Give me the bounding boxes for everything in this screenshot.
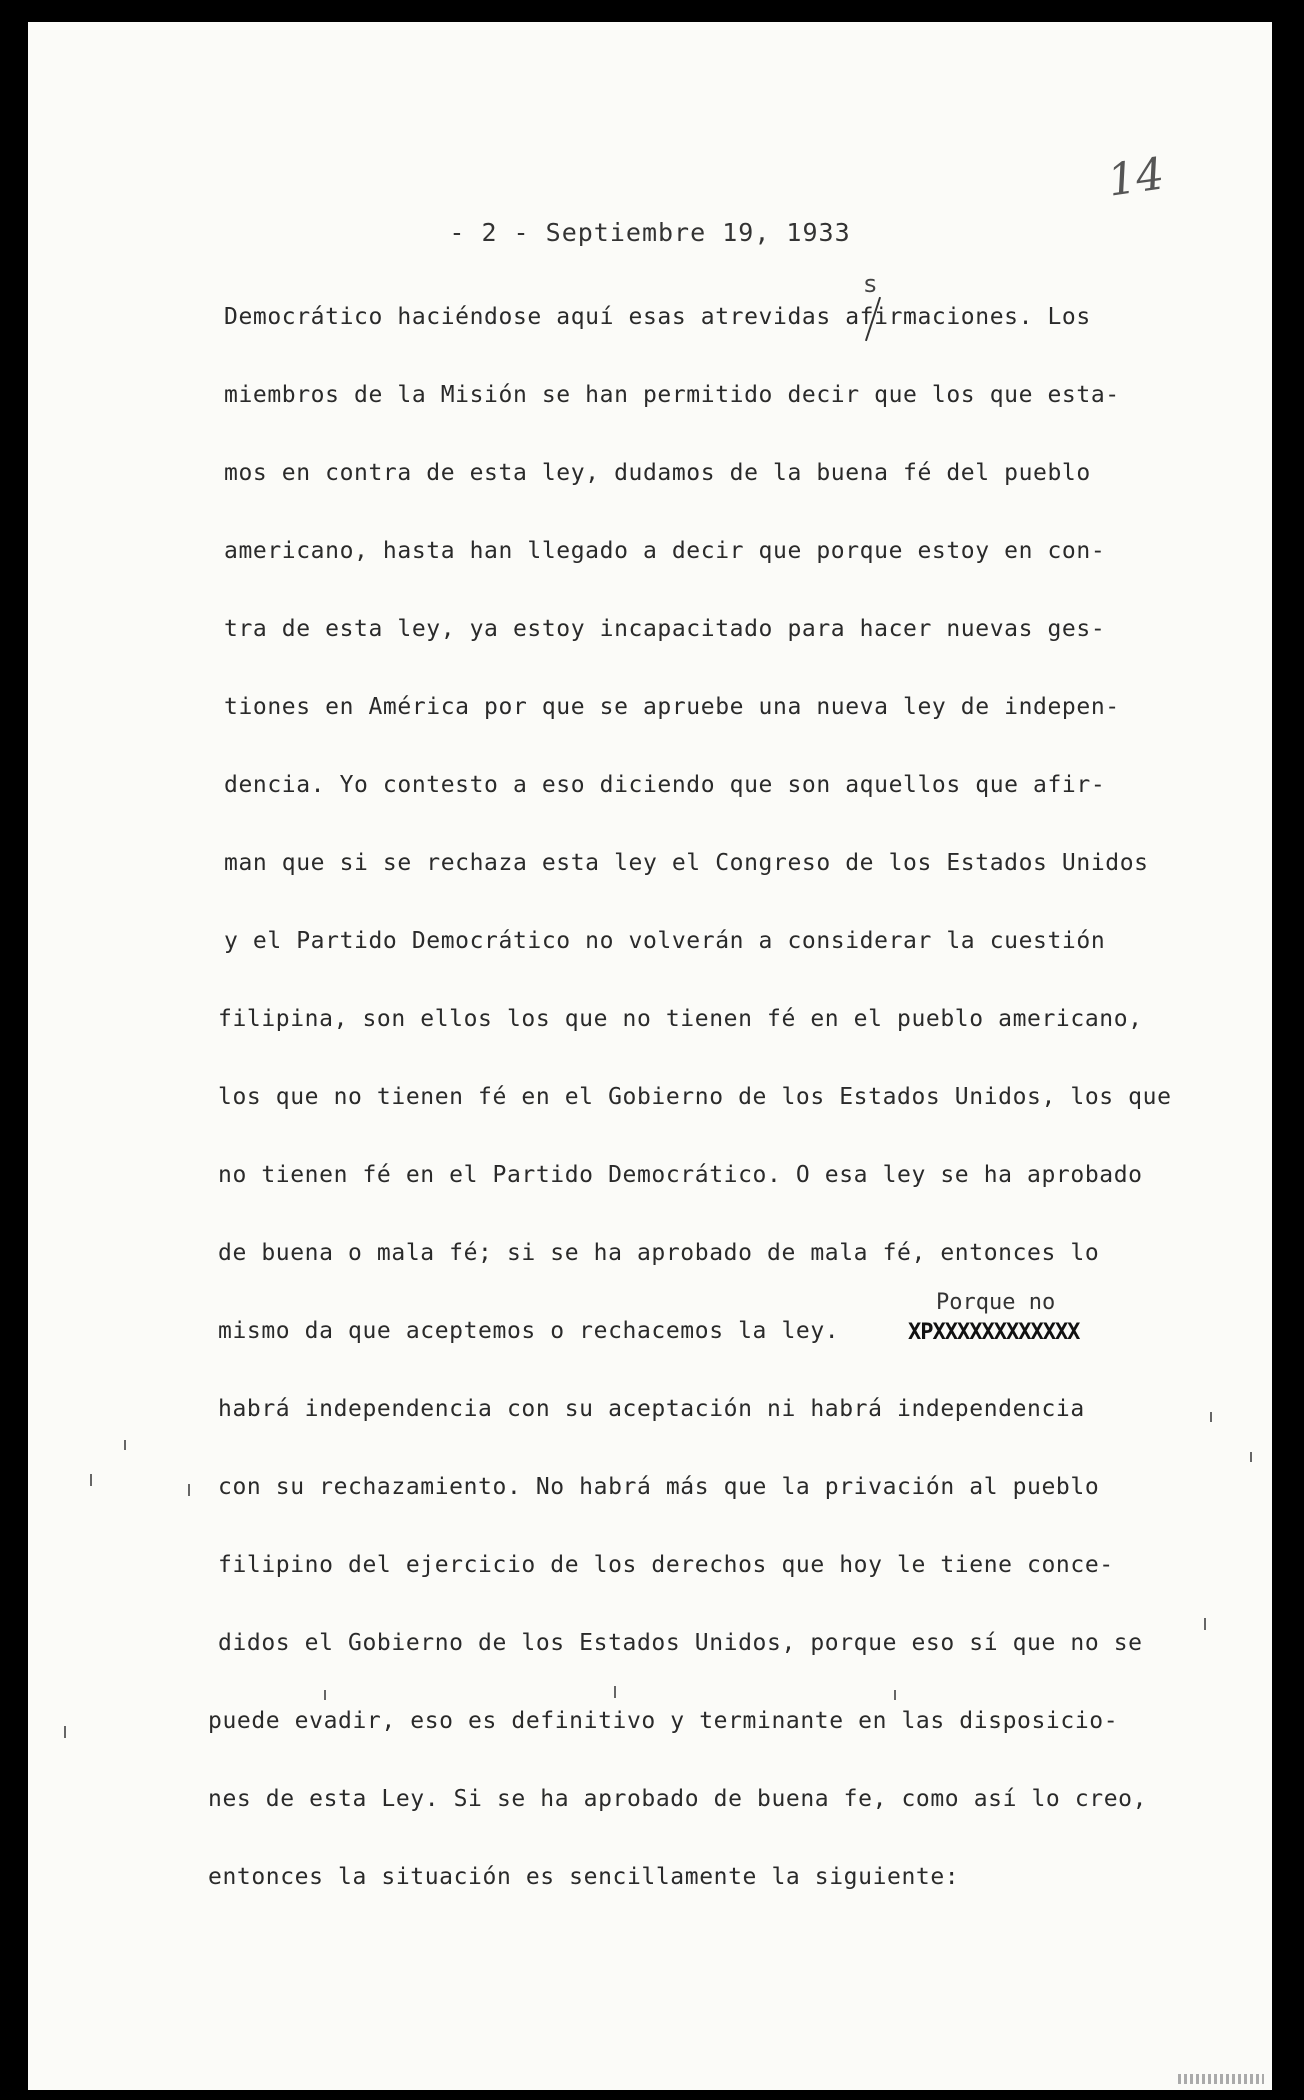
page-header: - 2 - Septiembre 19, 1933 [449,218,851,247]
scan-mark [324,1690,326,1700]
text-line: filipino del ejercicio de los derechos que hoy le tiene conce- [218,1552,1114,1578]
text-line: de buena o mala fé; si se ha aprobado de mala fé, entonces lo [218,1240,1100,1266]
text-line: entonces la situación es sencillamente la siguiente: [208,1864,960,1890]
document-page [28,22,1272,2090]
scan-mark [124,1440,126,1450]
text-line: didos el Gobierno de los Estados Unidos, porque eso sí que no se [218,1630,1143,1656]
text-line: tra de esta ley, ya estoy incapacitado para hacer nuevas ges- [224,616,1106,642]
scan-mark [1250,1452,1252,1462]
text-line: man que si se rechaza esta ley el Congreso de los Estados Unidos [224,850,1149,876]
scan-mark [188,1484,190,1496]
scan-mark [614,1686,616,1698]
text-line: y el Partido Democrático no volverán a considerar la cuestión [224,928,1106,954]
scan-mark [90,1474,92,1486]
text-line: nes de esta Ley. Si se ha aprobado de buena fe, como así lo creo, [208,1786,1148,1812]
text-line: puede evadir, eso es definitivo y terminante en las disposicio- [208,1708,1119,1734]
text-line: americano, hasta han llegado a decir que porque estoy en con- [224,538,1106,564]
scan-noise [1178,2074,1264,2084]
scan-mark [64,1726,66,1738]
text-line: miembros de la Misión se han permitido decir que los que esta- [224,382,1120,408]
text-line: los que no tienen fé en el Gobierno de los Estados Unidos, los que [218,1084,1172,1110]
inserted-text: Porque no [936,1290,1056,1315]
struck-out-text: XPXXXXXXXXXXXX [908,1320,1080,1345]
text-line: no tienen fé en el Partido Democrático. O esa ley se ha aprobado [218,1162,1143,1188]
scan-mark [894,1690,896,1700]
text-line: filipina, son ellos los que no tienen fé en el pueblo americano, [218,1006,1143,1032]
handwritten-correction: s [864,270,877,298]
text-line: mismo da que aceptemos o rechacemos la ley. [218,1318,840,1344]
text-line: dencia. Yo contesto a eso diciendo que son aquellos que afir- [224,772,1106,798]
text-line: habrá independencia con su aceptación ni habrá independencia [218,1396,1085,1422]
text-line: tiones en América por que se apruebe una nueva ley de indepen- [224,694,1120,720]
scan-mark [1204,1618,1206,1630]
handwritten-page-number: 14 [1104,148,1168,207]
scan-mark [1210,1412,1212,1422]
text-line: con su rechazamiento. No habrá más que la privación al pueblo [218,1474,1100,1500]
text-line: mos en contra de esta ley, dudamos de la buena fé del pueblo [224,460,1091,486]
text-line: Democrático haciéndose aquí esas atrevidas afirmaciones. Los [224,304,1091,330]
body-text [28,22,1272,2090]
